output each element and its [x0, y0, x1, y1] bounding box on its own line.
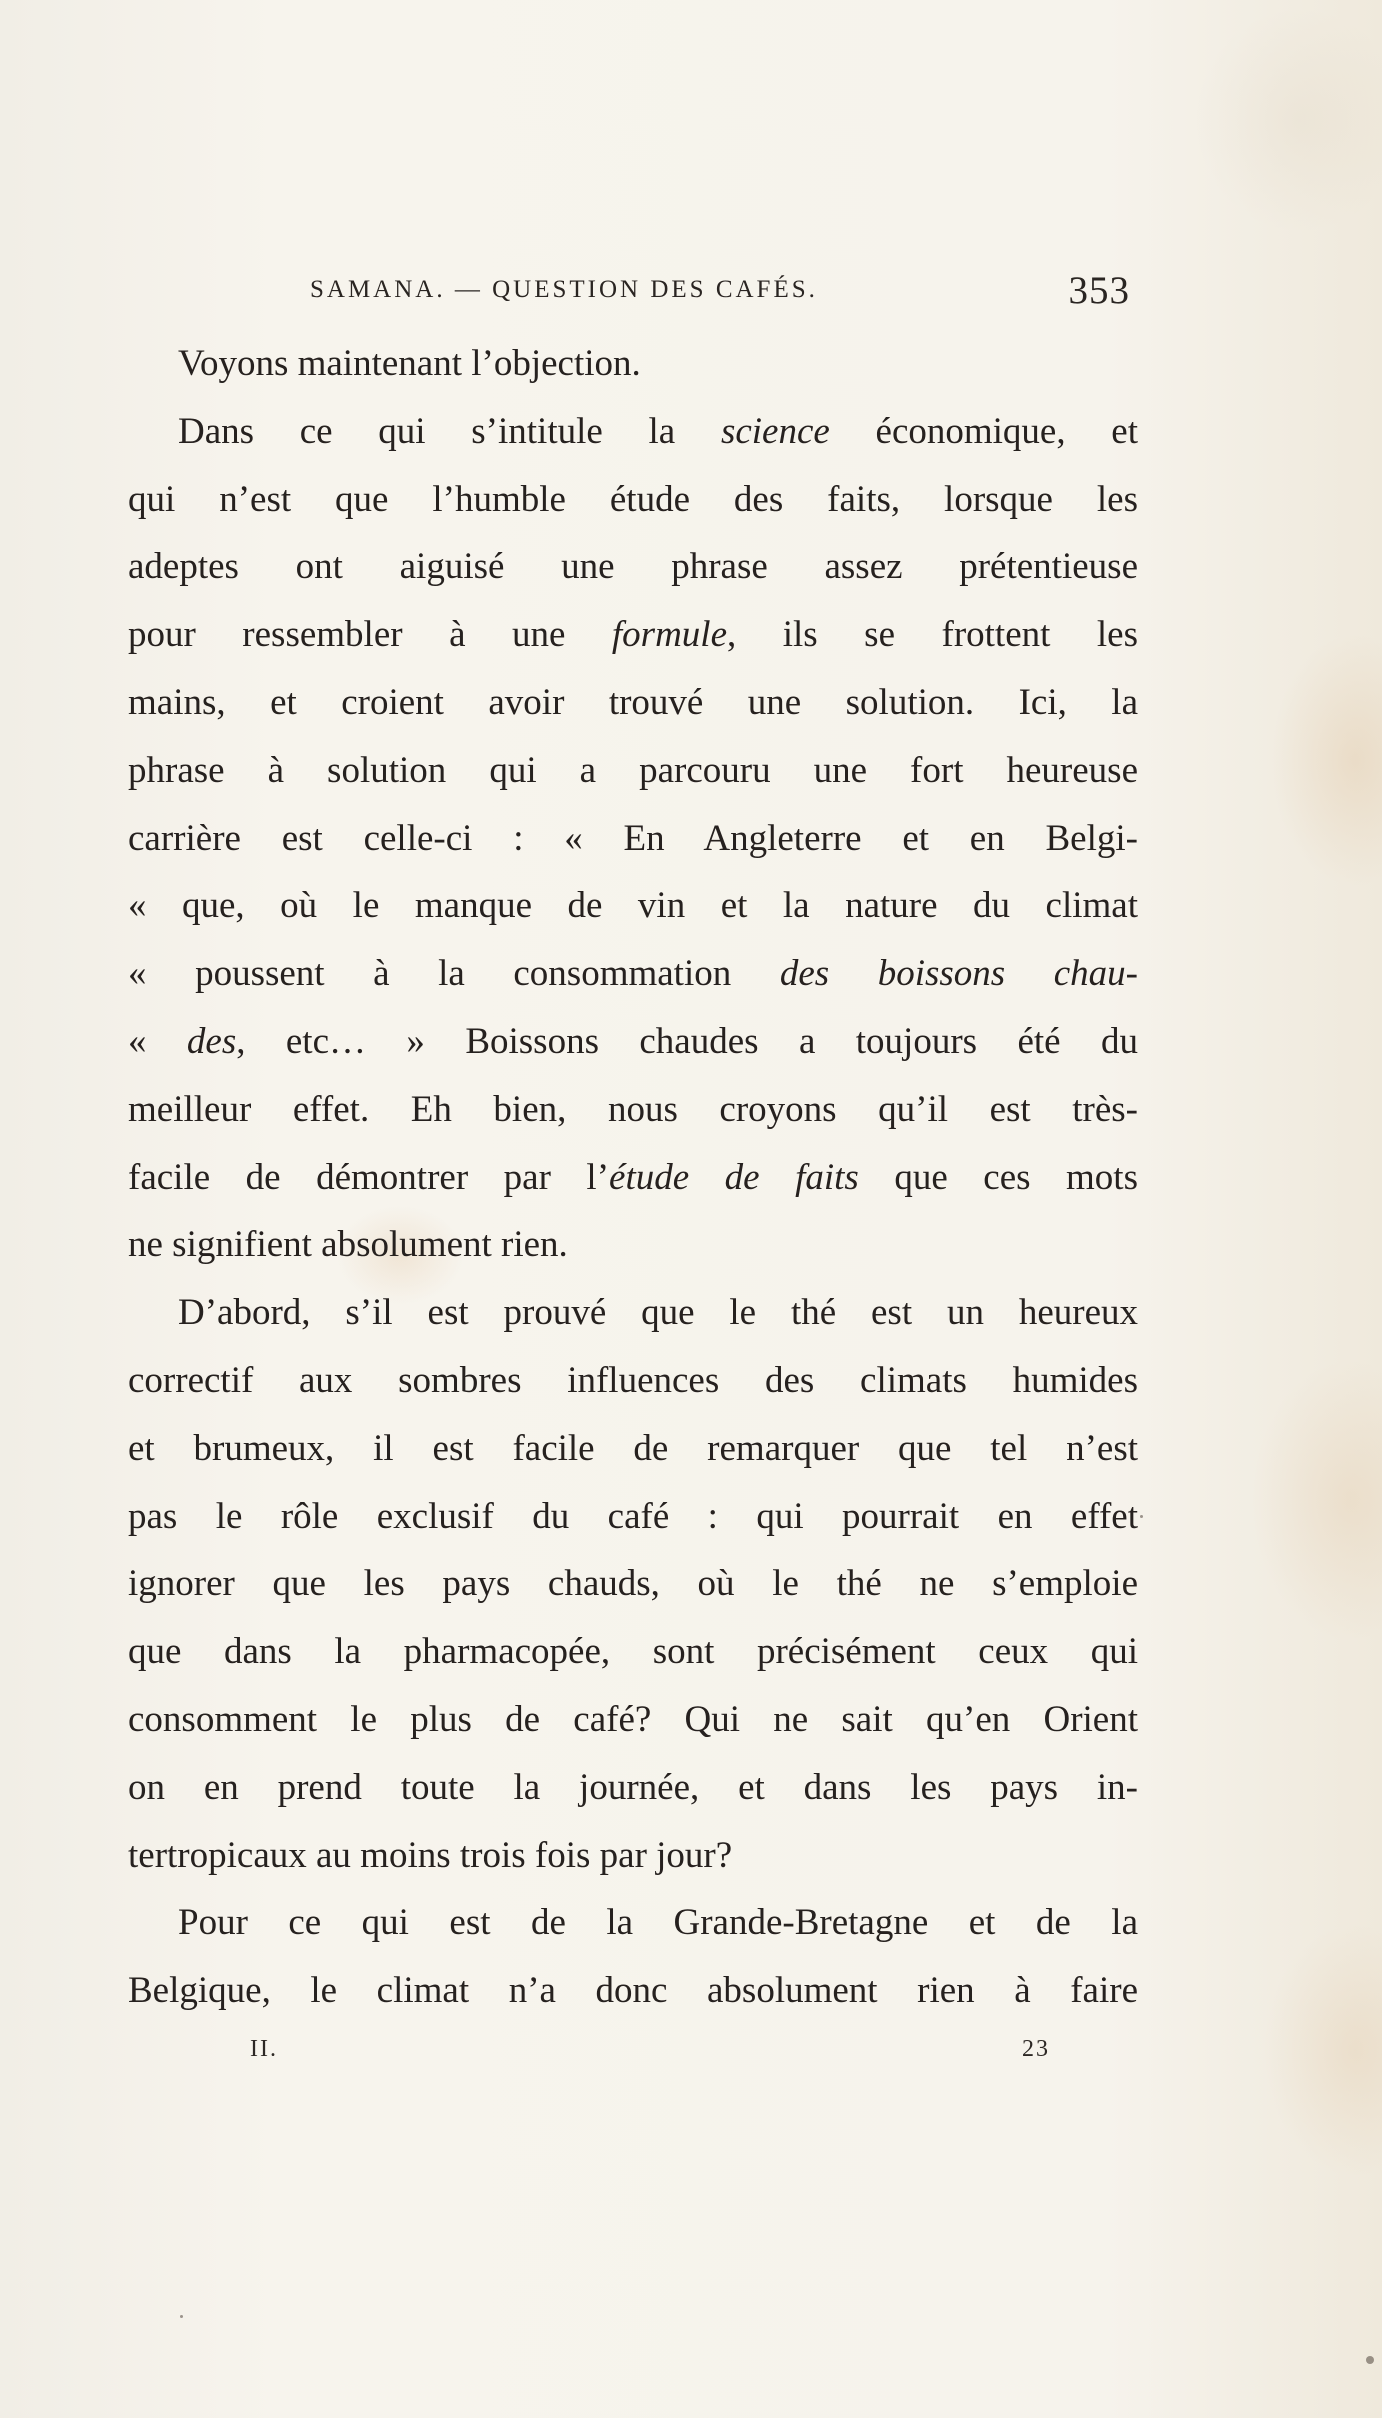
- text-line: [128, 1483, 1138, 1551]
- text-line: [128, 330, 1138, 398]
- text-segment: consomment le plus de café? Qui ne sait qu’en Orient: [128, 1698, 1138, 1740]
- text-line: [128, 1618, 1138, 1686]
- text-segment: Voyons maintenant l’objection.: [178, 343, 641, 384]
- text-segment: ne signifient absolument rien.: [128, 1224, 568, 1266]
- text-segment: que ces mots: [858, 1156, 1138, 1198]
- running-title: SAMANA. — QUESTION DES CAFÉS.: [310, 276, 818, 303]
- text-line: [128, 1211, 1138, 1279]
- text-segment: Belgique, le climat n’a donc absolument rien à faire: [128, 1970, 1138, 2012]
- text-segment: Pour ce qui est de la Grande-Bretagne et de la: [178, 1902, 1138, 1944]
- text-segment: correctif aux sombres influences des climats humides: [128, 1359, 1138, 1401]
- italic-text: étude de faits: [609, 1156, 859, 1198]
- paper-speck: [1140, 1515, 1143, 1518]
- text-segment: , ils se frottent les: [727, 614, 1138, 656]
- text-line: [128, 872, 1138, 940]
- text-segment: tertropicaux au moins trois fois par jour?: [128, 1834, 733, 1876]
- text-segment: on en prend toute la journée, et dans les pays in-: [128, 1766, 1138, 1808]
- text-segment: « poussent à la consommation: [128, 953, 780, 995]
- text-line: [128, 1550, 1138, 1618]
- italic-text: formule: [611, 614, 727, 656]
- text-line: [128, 398, 1138, 466]
- text-segment: phrase à solution qui a parcouru une fort heureuse: [128, 749, 1138, 791]
- text-segment: et brumeux, il est facile de remarquer que tel n’est: [128, 1427, 1138, 1469]
- volume-mark: II.: [250, 2036, 278, 2062]
- text-line: [128, 1008, 1138, 1076]
- text-segment: adeptes ont aiguisé une phrase assez prétentieuse: [128, 546, 1138, 588]
- text-segment: Dans ce qui s’intitule la: [178, 410, 721, 452]
- text-segment: « que, où le manque de vin et la nature du climat: [128, 885, 1138, 927]
- text-segment: «: [128, 1020, 187, 1062]
- text-segment: que dans la pharmacopée, sont précisément ceux qui: [128, 1631, 1138, 1673]
- text-segment: économique, et: [829, 410, 1138, 452]
- body-text: [128, 330, 1138, 2025]
- text-segment: carrière est celle-ci : « En Angleterre et en Belgi-: [128, 817, 1138, 859]
- text-segment: , etc… » Boissons chaudes a toujours été du: [236, 1020, 1138, 1062]
- italic-text: des boissons chau-: [779, 953, 1138, 995]
- text-line: [128, 1754, 1138, 1822]
- text-line: [128, 737, 1138, 805]
- text-line: [128, 1279, 1138, 1347]
- text-line: [128, 466, 1138, 534]
- italic-text: des: [186, 1020, 237, 1062]
- text-line: [128, 601, 1138, 669]
- text-line: [128, 1415, 1138, 1483]
- running-head: [310, 268, 1130, 318]
- text-segment: pas le rôle exclusif du café : qui pourrait en effet: [128, 1495, 1138, 1537]
- text-line: [128, 940, 1138, 1008]
- text-line: [128, 1957, 1138, 2025]
- text-segment: D’abord, s’il est prouvé que le thé est un heureux: [178, 1292, 1138, 1334]
- text-line: [128, 1822, 1138, 1890]
- text-segment: ignorer que les pays chauds, où le thé ne s’emploie: [128, 1563, 1138, 1605]
- text-line: [128, 1076, 1138, 1144]
- signature-mark: 23: [1022, 2036, 1050, 2062]
- paper-speck: [180, 2315, 183, 2318]
- text-line: [128, 1144, 1138, 1212]
- text-line: [128, 805, 1138, 873]
- italic-text: science: [720, 410, 830, 452]
- page-number: 353: [1068, 269, 1130, 312]
- text-line: [128, 533, 1138, 601]
- page-footer: [250, 2036, 1050, 2076]
- text-segment: qui n’est que l’humble étude des faits, lorsque les: [128, 478, 1138, 520]
- text-line: [128, 1347, 1138, 1415]
- text-segment: facile de démontrer par l’: [128, 1156, 610, 1198]
- text-line: [128, 1889, 1138, 1957]
- text-line: [128, 669, 1138, 737]
- paper-speck: [1366, 2356, 1374, 2364]
- text-line: [128, 1686, 1138, 1754]
- text-segment: pour ressembler à une: [128, 614, 612, 656]
- text-segment: meilleur effet. Eh bien, nous croyons qu’il est très-: [128, 1088, 1138, 1130]
- text-segment: mains, et croient avoir trouvé une solution. Ici, la: [128, 681, 1138, 723]
